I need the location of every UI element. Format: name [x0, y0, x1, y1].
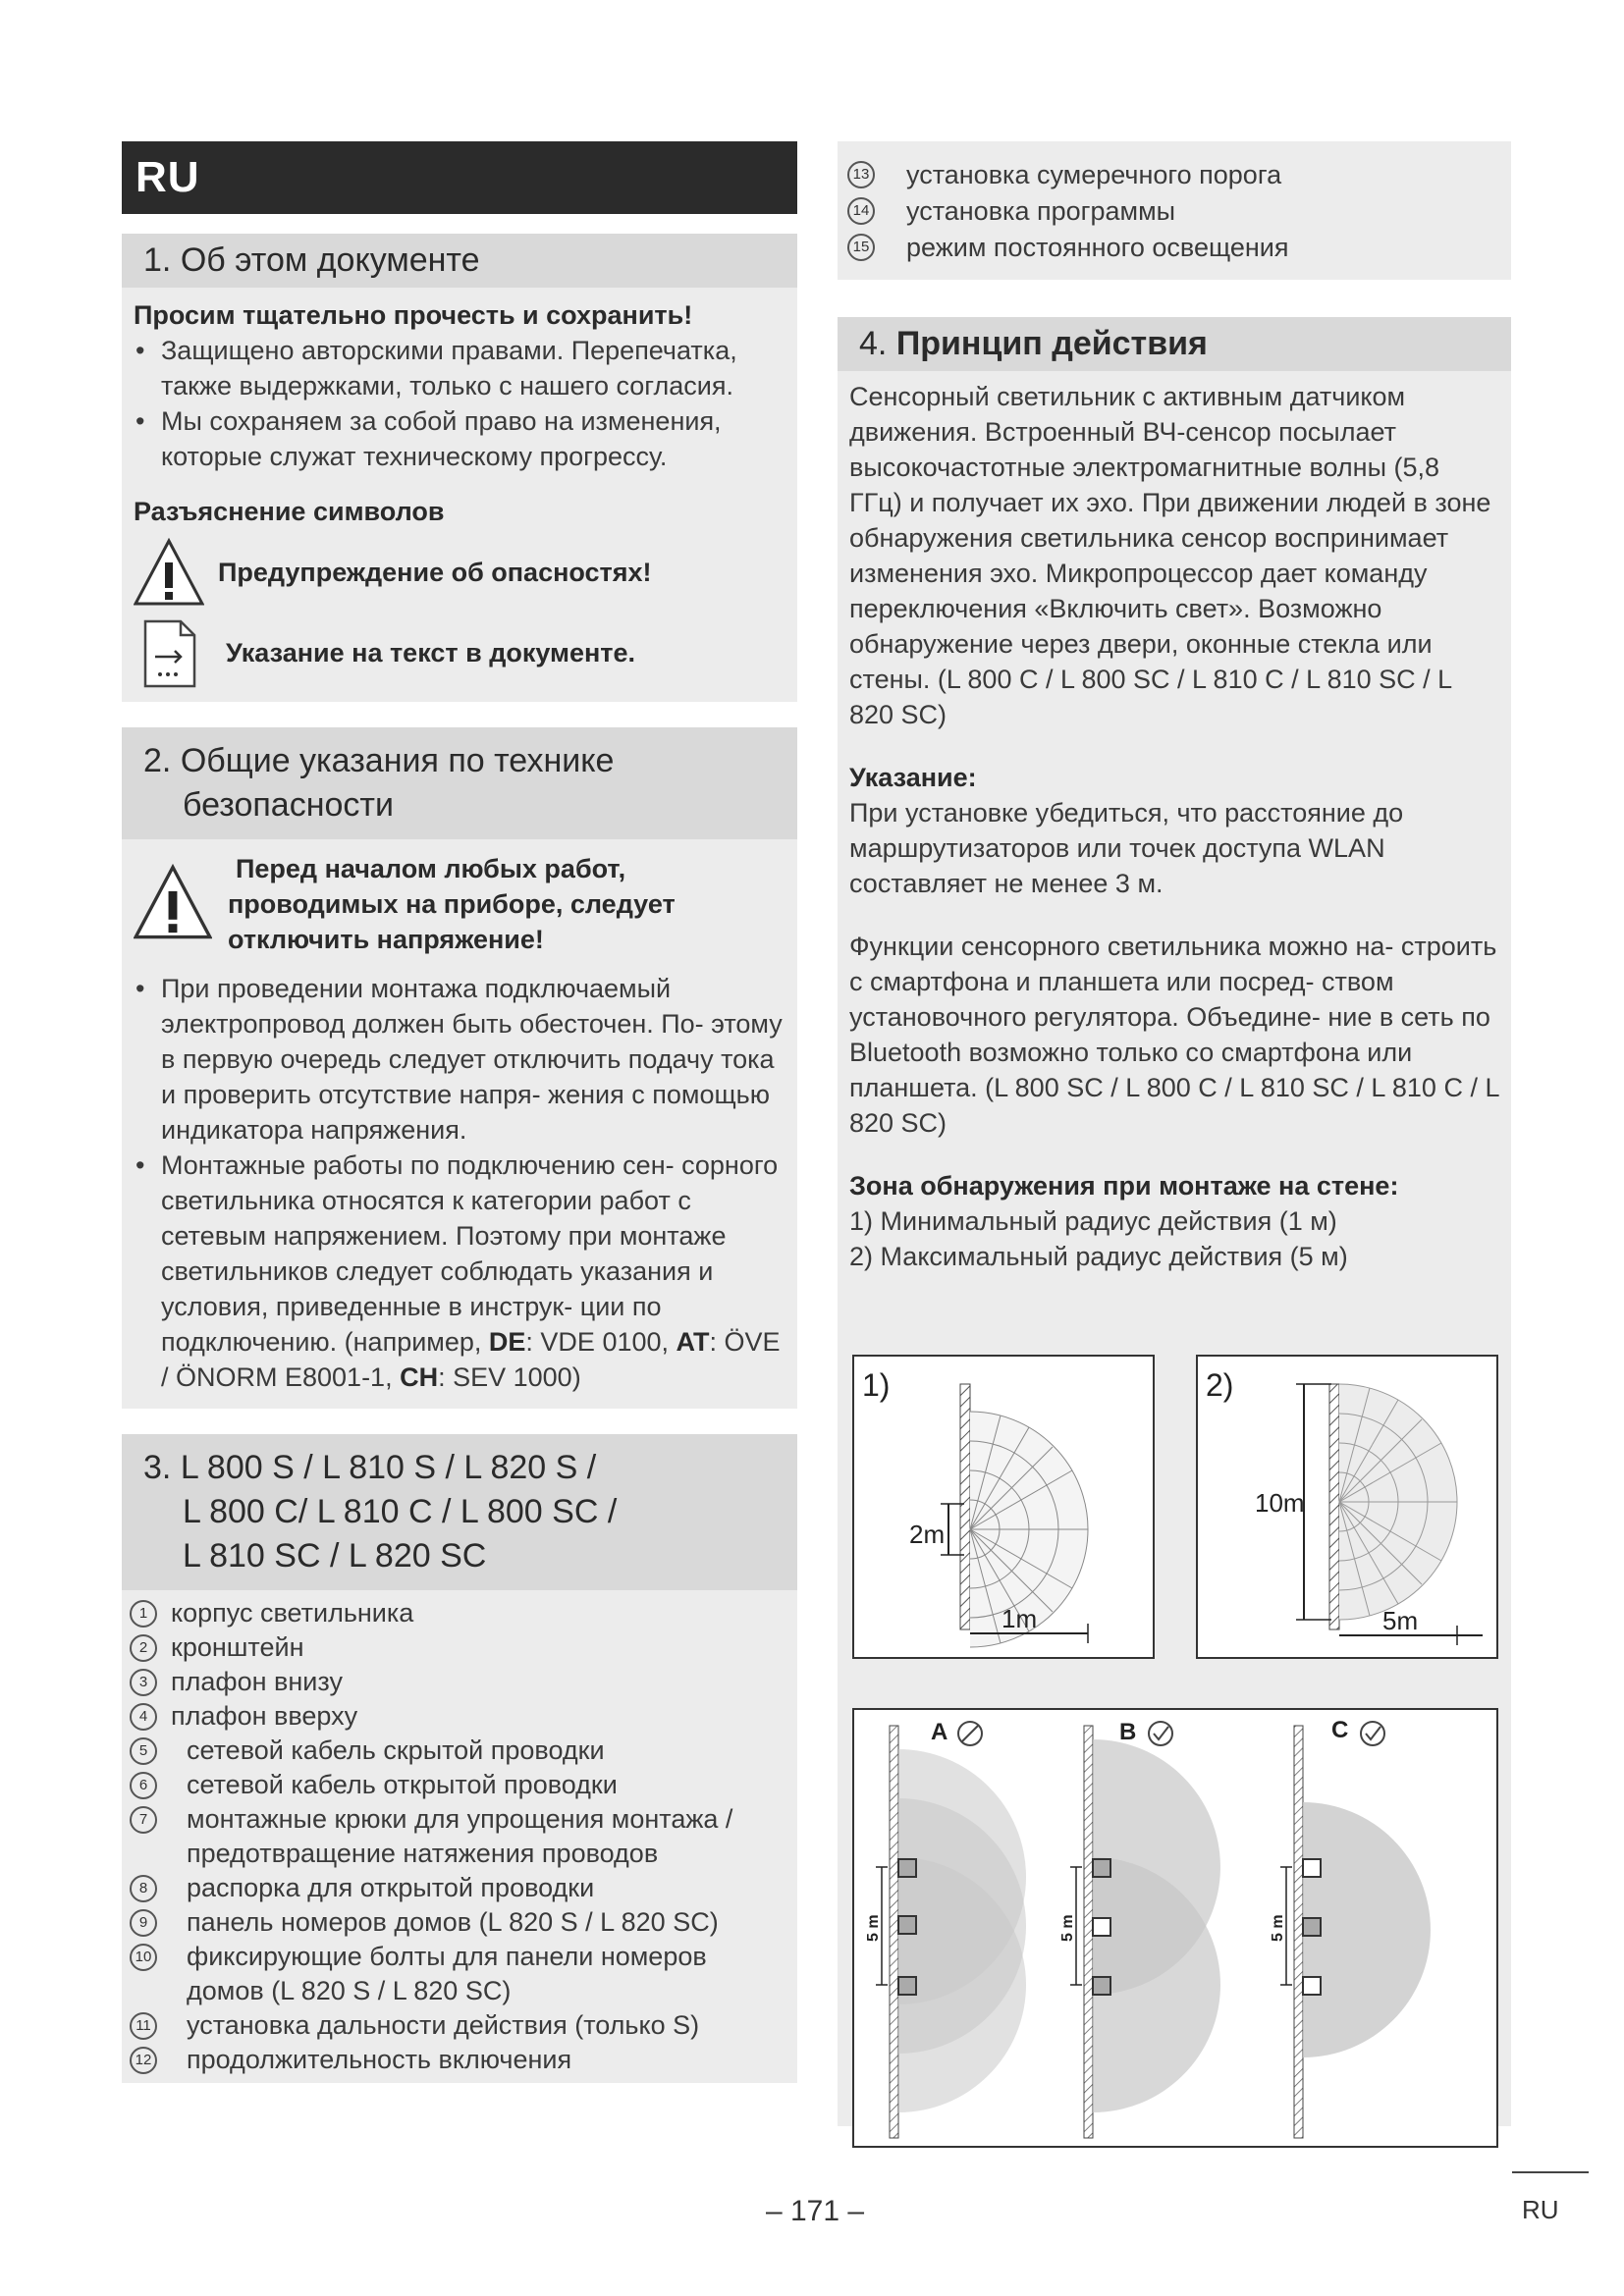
- part-list-item: [130, 1665, 789, 1699]
- note-heading: Указание:: [849, 763, 977, 792]
- prohibited-icon: [958, 1722, 982, 1745]
- spacing-panel-a: [865, 1719, 1026, 2138]
- left-column: [122, 141, 797, 2083]
- spacing-figure: [852, 1708, 1498, 2148]
- part-list-item: [130, 1596, 789, 1630]
- part-label: установка сумеречного порога: [906, 160, 1282, 189]
- section-3-number: 3.: [143, 1449, 172, 1486]
- part-list-item: [130, 1630, 789, 1665]
- warning-triangle-icon: [134, 537, 204, 608]
- section-4-title: Принцип действия: [895, 325, 1208, 362]
- settings-paragraph: Функции сенсорного светильника можно на- строить с смартфона и планшета или посред- ством установочного регулятора. Объедине- ние в сеть по Bluetooth возможно только со смартфона или планшета. (L 800 SC / L 800 C / L 810 SC / L 810 C / L 820 SC): [849, 932, 1499, 1138]
- part-label: установка дальности действия (только S): [187, 2010, 700, 2040]
- part-list-item: [130, 1871, 789, 1905]
- panel-c-letter: C: [1331, 1717, 1349, 1743]
- section-2-title-line2: безопасности: [183, 786, 394, 824]
- part-number-badge: 9: [130, 1909, 157, 1937]
- range-diagram-min: [854, 1357, 1153, 1657]
- safety-warning-line2: проводимых на приборе, следует: [228, 889, 676, 919]
- part-number-badge: 15: [847, 234, 875, 261]
- code-ch: CH: [400, 1362, 439, 1392]
- part-list-item: [130, 2043, 789, 2077]
- symbol-reference-row: [134, 617, 785, 688]
- safety-warning: [134, 843, 785, 971]
- part-label: режим постоянного освещения: [906, 233, 1289, 262]
- part-number-badge: 1: [130, 1600, 157, 1628]
- parts-list: [122, 1590, 797, 2083]
- part-label: установка программы: [906, 196, 1176, 226]
- part-number-badge: 3: [130, 1669, 157, 1696]
- range-panel-2-height: 10m: [1255, 1488, 1305, 1518]
- footer-language: RU: [1522, 2195, 1559, 2224]
- part-label: плафон вверху: [171, 1701, 358, 1731]
- safety-bullet-2-text: Монтажные работы по подключению сен- сорного светильника относятся к категории работ с сетевым напряжением. Поэтому при монтаже светильников следует соблюдать указания и условия, приведенные в инструк- ции по подключению. (например,: [161, 1150, 779, 1357]
- part-label: фиксирующие болты для панели номеров домов (L 820 S / L 820 SC): [187, 1942, 707, 2005]
- symbol-warning-text: Предупреждение об опасностях!: [218, 558, 652, 587]
- part-label: распорка для открытой проводки: [187, 1873, 595, 1902]
- part-label: панель номеров домов (L 820 S / L 820 SC): [187, 1907, 719, 1937]
- section-2-heading: [122, 727, 797, 839]
- warning-triangle-icon: [134, 863, 212, 941]
- zone-heading: Зона обнаружения при монтаже на стене:: [849, 1171, 1399, 1201]
- symbol-warning-row: [134, 537, 785, 608]
- part-list-item: [130, 1905, 789, 1940]
- section-1-bullet: • Защищено авторскими правами. Перепечатка, также выдержками, только с нашего согласия.: [134, 333, 785, 403]
- part-number-badge: 10: [130, 1944, 157, 1971]
- standard-ch: : SEV 1000): [438, 1362, 581, 1392]
- spacing-a-label: 5 m: [865, 1914, 882, 1942]
- range-panel-2-label: 2): [1206, 1367, 1234, 1403]
- section-models: [122, 1434, 797, 2083]
- safety-bullet: • При проведении монтажа подключаемый электропровод должен быть обесточен. По- этому в первую очередь следует отключить подачу тока и проверить отсутствие напря- жения с помощью индикатора напряжения.: [134, 971, 785, 1148]
- range-panel-1-label: 1): [862, 1367, 891, 1403]
- part-list-item: [130, 2008, 789, 2043]
- panel-b-letter: B: [1119, 1719, 1137, 1745]
- safety-warning-line3: отключить напряжение!: [228, 925, 544, 954]
- section-2-title-line1: Общие указания по технике: [180, 742, 615, 779]
- footer-rule: [1512, 2171, 1589, 2173]
- part-label: монтажные крюки для упрощения монтажа / предотвращение натяжения проводов: [187, 1804, 733, 1868]
- part-label: корпус светильника: [171, 1598, 414, 1628]
- part-list-item: [847, 193, 1501, 230]
- check-icon: [1149, 1722, 1172, 1745]
- range-panel-1-height: 2m: [909, 1520, 946, 1549]
- code-at: AT: [676, 1327, 710, 1357]
- part-number-badge: 8: [130, 1875, 157, 1902]
- standard-at: : ÖVE / ÖNORM E8001-1,: [161, 1327, 781, 1392]
- part-number-badge: 6: [130, 1772, 157, 1799]
- part-number-badge: 4: [130, 1703, 157, 1731]
- spacing-c-label: 5 m: [1270, 1914, 1286, 1942]
- part-list-item: [847, 157, 1501, 193]
- code-de: DE: [488, 1327, 526, 1357]
- part-list-item: [130, 1699, 789, 1734]
- section-safety: [122, 727, 797, 1409]
- symbol-reference-text: Указание на текст в документе.: [226, 638, 636, 667]
- part-label: сетевой кабель открытой проводки: [187, 1770, 618, 1799]
- part-number-badge: 7: [130, 1806, 157, 1834]
- part-number-badge: 2: [130, 1634, 157, 1662]
- section-3-title-line1: L 800 S / L 810 S / L 820 S /: [180, 1449, 597, 1486]
- range-figure-max: [1196, 1355, 1498, 1659]
- safety-bullet: [134, 1148, 785, 1395]
- part-label: сетевой кабель скрытой проводки: [187, 1735, 605, 1765]
- spacing-panel-b: [1059, 1719, 1220, 2138]
- part-list-item: [130, 1802, 789, 1871]
- part-number-badge: 5: [130, 1737, 157, 1765]
- standard-de: : VDE 0100,: [525, 1327, 670, 1357]
- safety-warning-line1: Перед началом любых работ,: [236, 854, 626, 883]
- range-figure-min: [852, 1355, 1155, 1659]
- zone-max: 2) Максимальный радиус действия (5 м): [849, 1242, 1348, 1271]
- language-badge-label: RU: [135, 153, 200, 201]
- range-diagram-max: [1198, 1357, 1496, 1657]
- language-badge: [122, 141, 797, 214]
- part-list-item: [130, 1768, 789, 1802]
- parts-list-continued: [838, 141, 1511, 280]
- part-list-item: [130, 1940, 789, 2008]
- part-list-item: [847, 230, 1501, 266]
- part-number-badge: 13: [847, 161, 875, 188]
- panel-a-letter: A: [931, 1719, 948, 1745]
- spacing-diagram: [854, 1710, 1496, 2146]
- operation-paragraph: Сенсорный светильник с активным датчиком движения. Встроенный ВЧ-сенсор посылает высокочастотные электромагнитные волны (5,8 ГГц) и получает их эхо. При движении людей в зоне обнаружения светильника сенсор воспринимает изменения эхо. Микропроцессор дает команду переключения «Включить свет». Возможно обнаружение через двери, оконные стекла или стены. (L 800 C / L 800 SC / L 810 C / L 810 SC / L 820 SC): [849, 382, 1491, 729]
- part-number-badge: 12: [130, 2047, 157, 2074]
- section-3-heading: [122, 1434, 797, 1590]
- section-1-heading: [122, 234, 797, 288]
- part-label: кронштейн: [171, 1632, 304, 1662]
- part-number-badge: 14: [847, 197, 875, 225]
- page-number: – 171 –: [765, 2195, 865, 2227]
- section-4-number: 4.: [859, 325, 888, 362]
- section-1-lead: Просим тщательно прочесть и сохранить!: [134, 300, 693, 330]
- section-about-document: [122, 234, 797, 702]
- section-1-number: 1.: [143, 241, 172, 279]
- section-1-bullet: • Мы сохраняем за собой право на изменения, которые служат техническому прогрессу.: [134, 403, 785, 474]
- symbols-heading: Разъяснение символов: [134, 497, 445, 526]
- spacing-b-label: 5 m: [1059, 1914, 1076, 1942]
- part-label: продолжительность включения: [187, 2045, 572, 2074]
- section-4-heading: [838, 317, 1511, 371]
- part-list-item: [130, 1734, 789, 1768]
- section-2-number: 2.: [143, 742, 172, 779]
- check-icon: [1361, 1722, 1384, 1745]
- part-number-badge: 11: [130, 2012, 157, 2040]
- spacing-panel-c: [1270, 1717, 1431, 2138]
- section-3-title-line2: L 800 C/ L 810 C / L 800 SC /: [183, 1493, 618, 1530]
- note-text: При установке убедиться, что расстояние до маршрутизаторов или точек доступа WLAN составляет не менее 3 м.: [849, 798, 1404, 898]
- section-3-title-line3: L 810 SC / L 820 SC: [183, 1537, 487, 1575]
- range-panel-2-width: 5m: [1382, 1606, 1419, 1635]
- zone-min: 1) Минимальный радиус действия (1 м): [849, 1206, 1337, 1236]
- range-panel-1-width: 1m: [1001, 1604, 1038, 1633]
- section-1-title: Об этом документе: [180, 241, 480, 279]
- part-label: плафон внизу: [171, 1667, 343, 1696]
- document-reference-icon: [134, 617, 204, 688]
